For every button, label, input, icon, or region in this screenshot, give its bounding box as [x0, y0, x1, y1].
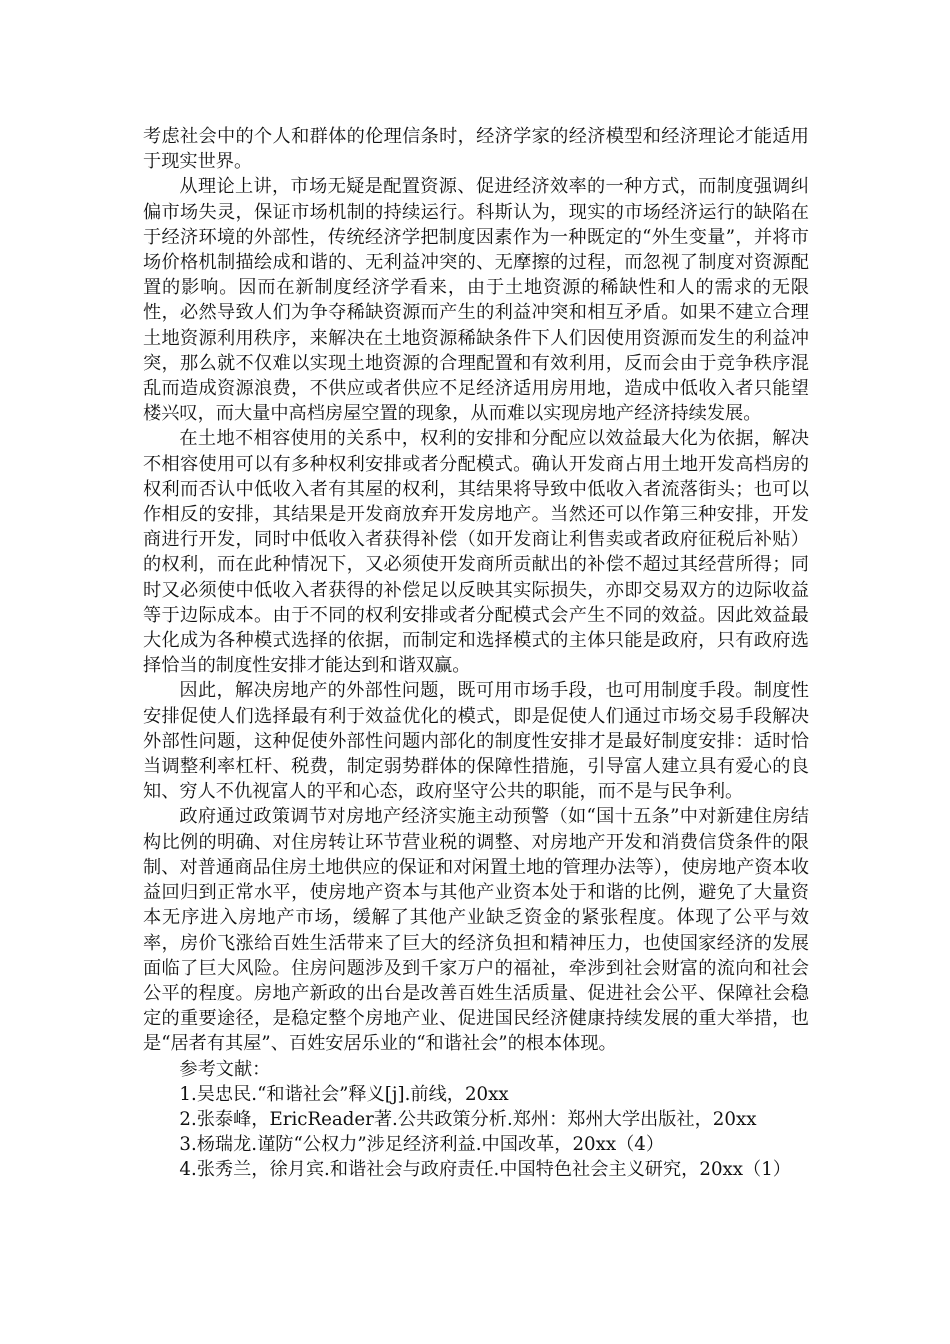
- reference-item: 1.吴忠民.“和谐社会”释义[j].前线，20xx: [179, 1083, 509, 1105]
- paragraph-land-rights: 在土地不相容使用的关系中，权利的安排和分配应以效益最大化为依据，解决不相容使用可以有多种权利安排或者分配模式。确认开发商占用土地开发高档房的权利而否认中低收入者有其屋的权利，其结果将导致中低收入者流落街头；也可以作相反的安排，其结果是开发商放弃开发房地产。当然还可以作第三种安排，开发商进行开发，同时中低收入者获得补偿（如开发商让利售卖或者政府征税后补贴）的权利，而在此种情况下，又必须使开发商所贡献出的补偿不超过其经营所得；同时又必须使中低收入者获得的补偿足以反映其实际损失，亦即交易双方的边际收益等于边际成本。由于不同的权利安排或者分配模式会产生不同的效益。因此效益最大化成为各种模式选择的依据，而制定和选择模式的主体只能是政府，只有政府选择恰当的制度性安排才能达到和谐双赢。: [143, 428, 809, 677]
- reference-item: 3.杨瑞龙.谨防“公权力”涉足经济利益.中国改革，20xx（4）: [179, 1134, 665, 1156]
- paragraph-market-institution: 从理论上讲，市场无疑是配置资源、促进经济效率的一种方式，而制度强调纠偏市场失灵，保证市场机制的持续运行。科斯认为，现实的市场经济运行的缺陷在于经济环境的外部性，传统经济学把制度因素作为一种既定的“外生变量”，并将市场价格机制描绘成和谐的、无利益冲突的、无摩擦的过程，而忽视了制度对资源配置的影响。因而在新制度经济学看来，由于土地资源的稀缺性和人的需求的无限性，必然导致人们为争夺稀缺资源而产生的利益冲突和相互矛盾。如果不建立合理土地资源利用秩序，来解决在土地资源稀缺条件下人们因使用资源而发生的利益冲突，那么就不仅难以实现土地资源的合理配置和有效利用，反而会由于竞争秩序混乱而造成资源浪费，不供应或者供应不足经济适用房用地，造成中低收入者只能望楼兴叹，而大量中高档房屋空置的现象，从而难以实现房地产经济持续发展。: [143, 176, 809, 425]
- paragraph-externality-solution: 因此，解决房地产的外部性问题，既可用市场手段，也可用制度手段。制度性安排促使人们选择最有利于效益优化的模式，即是促使人们通过市场交易手段解决外部性问题，这种促使外部性问题内部化的制度性安排才是最好制度安排：适时恰当调整利率杠杆、税费，制定弱势群体的保障性措施，引导富人建立具有爱心的良知、穷人不仇视富人的平和心态，政府坚守公共的职能，而不是与民争利。: [143, 680, 809, 803]
- reference-item: 4.张秀兰，徐月宾.和谐社会与政府责任.中国特色社会主义研究，20xx（1）: [179, 1159, 791, 1181]
- reference-item: 2.张泰峰，EricReader著.公共政策分析.郑州：郑州大学出版社，20xx: [179, 1108, 757, 1130]
- references-heading: 参考文献：: [179, 1058, 271, 1080]
- paragraph-continuation: 考虑社会中的个人和群体的伦理信条时，经济学家的经济模型和经济理论才能适用于现实世界。: [143, 126, 809, 173]
- document-page: [143, 124, 809, 1183]
- paragraph-government-policy: 政府通过政策调节对房地产经济实施主动预警（如“国十五条”中对新建住房结构比例的明确、对住房转让环节营业税的调整、对房地产开发和消费信贷条件的限制、对普通商品住房土地供应的保证和对闲置土地的管理办法等），使房地产资本收益回归到正常水平，使房地产资本与其他产业资本处于和谐的比例，避免了大量资本无序进入房地产市场，缓解了其他产业缺乏资金的紧张程度。体现了公平与效率，房价飞涨给百姓生活带来了巨大的经济负担和精神压力，也使国家经济的发展面临了巨大风险。住房问题涉及到千家万户的福祉，牵涉到社会财富的流向和社会公平的程度。房地产新政的出台是改善百姓生活质量、促进社会公平、保障社会稳定的重要途径，是稳定整个房地产业、促进国民经济健康持续发展的重大举措，也是“居者有其屋”、百姓安居乐业的“和谐社会”的根本体现。: [143, 806, 809, 1055]
